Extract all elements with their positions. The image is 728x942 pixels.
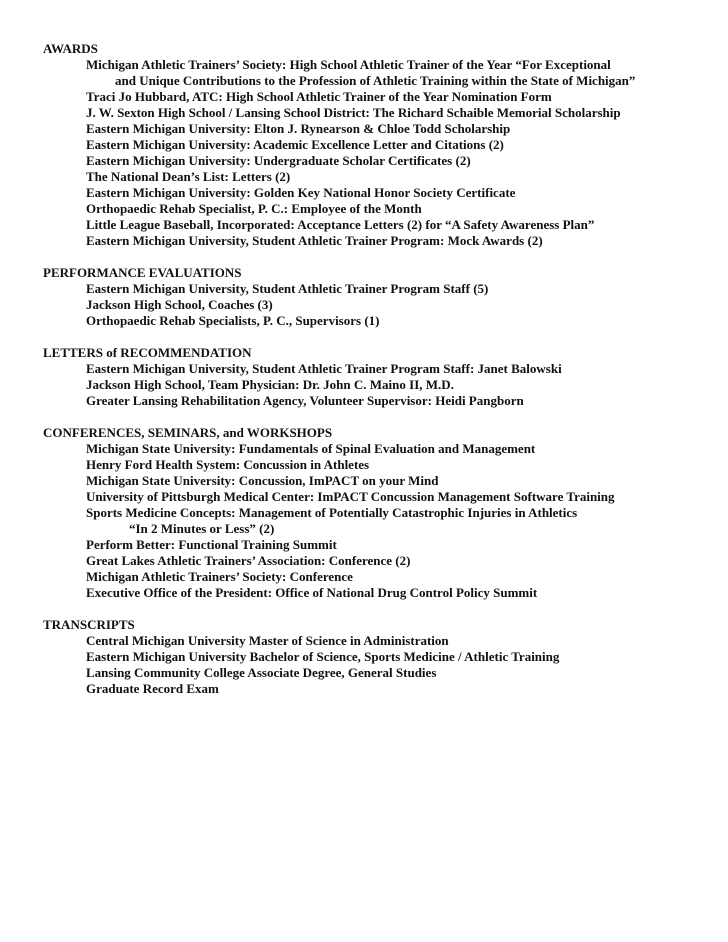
list-item: Perform Better: Functional Training Summit <box>86 537 337 552</box>
list-item: Central Michigan University Master of Science in Administration <box>86 633 449 648</box>
list-item: Jackson High School, Coaches (3) <box>86 297 273 312</box>
list-item: Michigan Athletic Trainers’ Society: Conference <box>86 569 353 584</box>
award-entry-line: Michigan Athletic Trainers’ Society: High School Athletic Trainer of the Year “For Exceptional <box>86 57 611 72</box>
section-heading-awards: AWARDS <box>43 41 98 56</box>
list-item: Eastern Michigan University: Undergraduate Scholar Certificates (2) <box>86 153 471 168</box>
section-heading-conferences: CONFERENCES, SEMINARS, and WORKSHOPS <box>43 425 333 440</box>
conference-entry-continuation: “In 2 Minutes or Less” (2) <box>129 521 275 536</box>
transcripts-list <box>43 633 703 697</box>
list-item: Eastern Michigan University: Golden Key National Honor Society Certificate <box>86 185 516 200</box>
list-item <box>43 57 703 89</box>
conferences-section <box>43 425 703 601</box>
list-item: Eastern Michigan University, Student Athletic Trainer Program: Mock Awards (2) <box>86 233 543 248</box>
list-item: Michigan State University: Concussion, ImPACT on your Mind <box>86 473 439 488</box>
list-item: Eastern Michigan University Bachelor of Science, Sports Medicine / Athletic Training <box>86 649 560 664</box>
list-item: Michigan State University: Fundamentals of Spinal Evaluation and Management <box>86 441 536 456</box>
list-item: University of Pittsburgh Medical Center: ImPACT Concussion Management Software Training <box>86 489 615 504</box>
performance-evaluations-section <box>43 265 703 329</box>
letters-of-recommendation-list <box>43 361 703 409</box>
list-item: The National Dean’s List: Letters (2) <box>86 169 291 184</box>
awards-list <box>43 57 703 249</box>
section-heading-performance-evaluations: PERFORMANCE EVALUATIONS <box>43 265 242 280</box>
conferences-list <box>43 441 703 601</box>
section-heading-letters-of-recommendation: LETTERS of RECOMMENDATION <box>43 345 252 360</box>
list-item: Executive Office of the President: Office of National Drug Control Policy Summit <box>86 585 538 600</box>
list-item: Jackson High School, Team Physician: Dr. John C. Maino II, M.D. <box>86 377 454 392</box>
performance-evaluations-list <box>43 281 703 329</box>
section-heading-transcripts: TRANSCRIPTS <box>43 617 135 632</box>
list-item: Eastern Michigan University: Academic Excellence Letter and Citations (2) <box>86 137 504 152</box>
list-item: Orthopaedic Rehab Specialist, P. C.: Employee of the Month <box>86 201 422 216</box>
list-item: J. W. Sexton High School / Lansing School District: The Richard Schaible Memorial Scholarship <box>86 105 621 120</box>
list-item: Greater Lansing Rehabilitation Agency, Volunteer Supervisor: Heidi Pangborn <box>86 393 524 408</box>
letters-of-recommendation-section <box>43 345 703 409</box>
award-entry-continuation: and Unique Contributions to the Profession of Athletic Training within the State of Michigan” <box>115 73 636 88</box>
list-item: Traci Jo Hubbard, ATC: High School Athletic Trainer of the Year Nomination Form <box>86 89 552 104</box>
list-item: Orthopaedic Rehab Specialists, P. C., Supervisors (1) <box>86 313 380 328</box>
list-item: Great Lakes Athletic Trainers’ Association: Conference (2) <box>86 553 411 568</box>
list-item: Lansing Community College Associate Degree, General Studies <box>86 665 437 680</box>
transcripts-section <box>43 617 703 697</box>
list-item: Henry Ford Health System: Concussion in Athletes <box>86 457 370 472</box>
conference-entry-line: Sports Medicine Concepts: Management of Potentially Catastrophic Injuries in Athletics <box>86 505 578 520</box>
awards-section <box>43 41 703 249</box>
list-item: Graduate Record Exam <box>86 681 219 696</box>
list-item: Eastern Michigan University: Elton J. Rynearson & Chloe Todd Scholarship <box>86 121 511 136</box>
list-item: Eastern Michigan University, Student Athletic Trainer Program Staff (5) <box>86 281 489 296</box>
list-item: Eastern Michigan University, Student Athletic Trainer Program Staff: Janet Balowski <box>86 361 562 376</box>
list-item <box>43 505 703 537</box>
resume-page <box>43 41 703 713</box>
list-item: Little League Baseball, Incorporated: Acceptance Letters (2) for “A Safety Awareness Plan” <box>86 217 595 232</box>
